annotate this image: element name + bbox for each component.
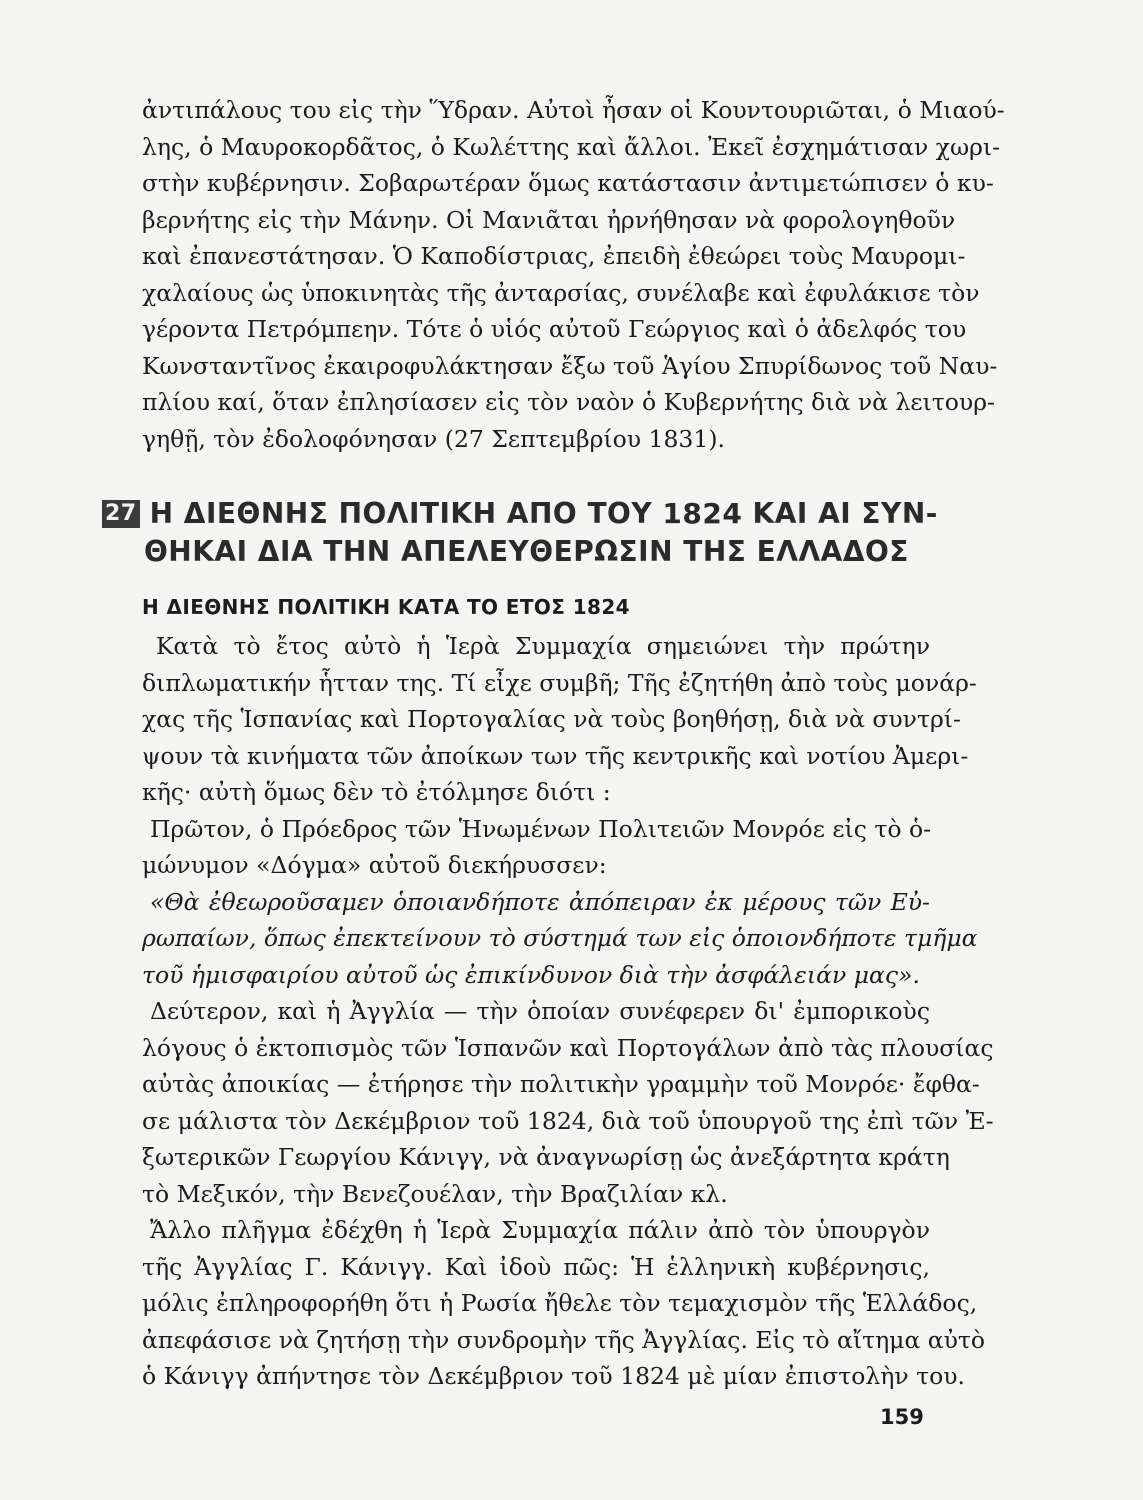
text-line: τὸ Μεξικόν, τὴν Βενεζουέλαν, τὴν Βραζιλίαν κλ.	[142, 1179, 728, 1208]
text-line: σε μάλιστα τὸν Δεκέμβριον τοῦ 1824, διὰ τοῦ ὑπουργοῦ της ἐπὶ τῶν Ἐ-	[142, 1106, 994, 1135]
text-line: γηθῇ, τὸν ἐδολοφόνησαν (27 Σεπτεμβρίου 1831).	[142, 424, 725, 453]
section-title-line: ΘΗΚΑΙ ΔΙΑ ΤΗΝ ΑΠΕΛΕΥΘΕΡΩΣΙΝ ΤΗΣ ΕΛΛΑΔΟΣ	[144, 535, 909, 568]
quote-line: τοῦ ἡμισφαιρίου αὐτοῦ ὡς ἐπικίνδυνον διὰ τὴν ἀσφάλειάν μας».	[142, 960, 920, 989]
text-line: Κατὰ τὸ ἔτος αὐτὸ ἡ Ἱερὰ Συμμαχία σημειώνει τὴν πρώτην	[156, 632, 930, 660]
intro-paragraph	[142, 92, 1005, 457]
text-line: πλίου καί, ὅταν ἐπλησίασεν εἰς τὸν ναὸν ὁ Κυβερνήτης διὰ νὰ λειτουρ-	[142, 388, 995, 416]
text-line: ἀντιπάλους του εἰς τὴν Ὕδραν. Αὐτοὶ ἦσαν οἱ Κουντουριῶται, ὁ Μιαού-	[142, 96, 1005, 124]
text-line: μόλις ἐπληροφορήθη ὅτι ἡ Ρωσία ἤθελε τὸν τεμαχισμὸν τῆς Ἑλλάδος,	[142, 1289, 978, 1317]
text-line: λης, ὁ Μαυροκορδᾶτος, ὁ Κωλέττης καὶ ἄλλοι. Ἐκεῖ ἐσχημάτισαν χωρι-	[142, 132, 1001, 161]
text-line: γέροντα Πετρόμπεην. Τότε ὁ υἱός αὐτοῦ Γεώργιος καὶ ὁ ἀδελφός του	[142, 315, 967, 343]
text-line: ὁ Κάνιγγ ἀπήντησε τὸν Δεκέμβριον τοῦ 1824 μὲ μίαν ἐπιστολὴν του.	[142, 1362, 965, 1390]
section-title-line: Η ΔΙΕΘΝΗΣ ΠΟΛΙΤΙΚΗ ΑΠΟ ΤΟΥ 1824 ΚΑΙ ΑΙ ΣΥΝ-	[149, 497, 938, 530]
section-number-badge: 27	[102, 500, 140, 528]
body-text	[142, 628, 994, 1395]
text-line: Πρῶτον, ὁ Πρόεδρος τῶν Ἡνωμένων Πολιτειῶν Μονρόε εἰς τὸ ὁ-	[150, 814, 932, 843]
text-line: ψουν τὰ κινήματα τῶν ἀποίκων των τῆς κεντρικῆς καὶ νοτίου Ἀμερι-	[142, 741, 969, 770]
text-line: διπλωματικήν ἧτταν της. Τί εἶχε συμβῆ; Τῆς ἐζητήθη ἀπὸ τοὺς μονάρ-	[142, 668, 977, 697]
text-line: τῆς Ἀγγλίας Γ. Κάνιγγ. Καὶ ἰδοὺ πῶς: Ἡ ἑλληνικὴ κυβέρνησις,	[142, 1252, 930, 1281]
text-line: χας τῆς Ἱσπανίας καὶ Πορτογαλίας νὰ τοὺς βοηθήσῃ, διὰ νὰ συντρί-	[142, 705, 961, 733]
quote-line: «Θὰ ἐθεωροῦσαμεν ὁποιανδήποτε ἀπόπειραν ἐκ μέρους τῶν Εὐ-	[150, 887, 930, 916]
text-line: καὶ ἐπανεστάτησαν. Ὁ Καποδίστριας, ἐπειδὴ ἐθεώρει τοὺς Μαυρομι-	[142, 242, 966, 270]
text-line: Ἄλλο πλῆγμα ἐδέχθη ἡ Ἱερὰ Συμμαχία πάλιν ἀπὸ τὸν ὑπουργὸν	[150, 1216, 930, 1244]
text-line: βερνήτης εἰς τὴν Μάνην. Οἱ Μανιᾶται ἠρνήθησαν νὰ φορολογηθοῦν	[142, 205, 956, 234]
text-line: Δεύτερον, καὶ ἡ Ἀγγλία — τὴν ὁποίαν συνέφερεν δι' ἐμπορικοὺς	[150, 997, 930, 1025]
quote-line: ρωπαίων, ὅπως ἐπεκτείνουν τὸ σύστημά των εἰς ὁποιονδήποτε τμῆμα	[142, 924, 978, 952]
text-line: ξωτερικῶν Γεωργίου Κάνιγγ, νὰ ἀναγνωρίσῃ ὡς ἀνεξάρτητα κράτη	[142, 1143, 950, 1171]
text-line: Κωνσταντῖνος ἐκαιροφυλάκτησαν ἔξω τοῦ Ἁγίου Σπυρίδωνος τοῦ Ναυ-	[142, 351, 998, 380]
text-line: λόγους ὁ ἐκτοπισμὸς τῶν Ἱσπανῶν καὶ Πορτογάλων ἀπὸ τὰς πλουσίας	[142, 1033, 994, 1062]
text-line: χαλαίους ὡς ὑποκινητὰς τῆς ἀνταρσίας, συνέλαβε καὶ ἐφυλάκισε τὸν	[142, 278, 980, 307]
text-line: αὐτὰς ἀποικίας — ἐτήρησε τὴν πολιτικὴν γραμμὴν τοῦ Μονρόε· ἔφθα-	[142, 1070, 980, 1098]
page-number: 159	[880, 1405, 924, 1429]
subheading: Η ΔΙΕΘΝΗΣ ΠΟΛΙΤΙΚΗ ΚΑΤΑ ΤΟ ΕΤΟΣ 1824	[142, 595, 630, 619]
section-heading	[102, 495, 942, 571]
text-line: κῆς· αὐτὴ ὅμως δὲν τὸ ἐτόλμησε διότι :	[142, 778, 611, 806]
text-line: μώνυμον «Δόγμα» αὐτοῦ διεκήρυσσεν:	[142, 851, 607, 879]
text-line: ἀπεφάσισε νὰ ζητήσῃ τὴν συνδρομὴν τῆς Ἀγγλίας. Εἰς τὸ αἴτημα αὐτὸ	[142, 1325, 986, 1354]
text-line: στὴν κυβέρνησιν. Σοβαρωτέραν ὅμως κατάστασιν ἀντιμετώπισεν ὁ κυ-	[142, 169, 994, 197]
